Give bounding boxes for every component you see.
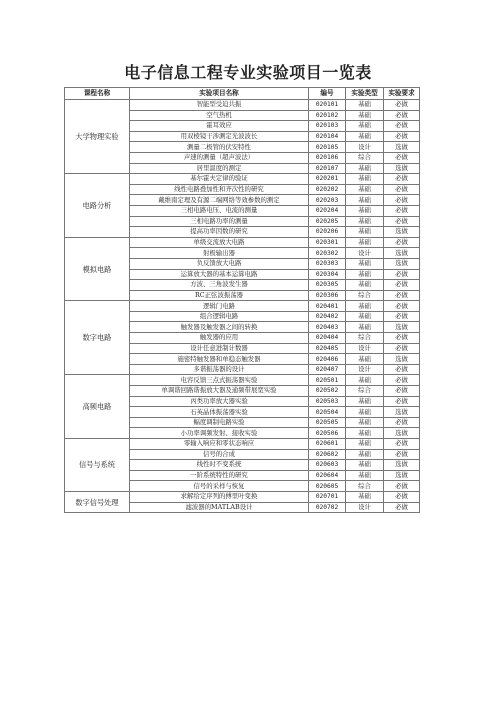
table-row: [65, 174, 420, 185]
experiment-name-cell: 丙类功率放大器实验: [130, 396, 309, 407]
code-cell: 020406: [309, 354, 346, 365]
course-name-cell: 信号与系统: [65, 439, 130, 492]
type-cell: 设计: [346, 343, 384, 354]
code-cell: 020501: [309, 375, 346, 386]
experiment-name-cell: 线性电路叠加性和齐次性的研究: [130, 184, 309, 195]
experiment-name-cell: 用双棱镜干涉测定光波波长: [130, 131, 309, 142]
type-cell: 基础: [346, 216, 384, 227]
experiment-name-cell: 智能型受迫共振: [130, 100, 309, 111]
type-cell: 基础: [346, 407, 384, 418]
table-row: [65, 491, 420, 502]
type-cell: 综合: [346, 481, 384, 492]
type-cell: 基础: [346, 439, 384, 450]
experiment-name-cell: 小功率调频发射、接收实验: [130, 428, 309, 439]
type-cell: 基础: [346, 110, 384, 121]
experiment-name-cell: 触发器的应用: [130, 333, 309, 344]
type-cell: 设计: [346, 364, 384, 375]
type-cell: 设计: [346, 142, 384, 153]
requirement-cell: 必做: [384, 364, 420, 375]
experiment-name-cell: 幅度调制电路实验: [130, 417, 309, 428]
type-cell: 综合: [346, 290, 384, 301]
table-header-row: [65, 88, 420, 100]
experiment-name-cell: 测量二极管的伏安特性: [130, 142, 309, 153]
experiment-name-cell: 单级交流放大电路: [130, 237, 309, 248]
header-code: 编号: [309, 88, 346, 100]
type-cell: 基础: [346, 354, 384, 365]
code-cell: 020405: [309, 343, 346, 354]
code-cell: 020506: [309, 428, 346, 439]
requirement-cell: 必做: [384, 216, 420, 227]
type-cell: 基础: [346, 428, 384, 439]
code-cell: 020605: [309, 481, 346, 492]
experiment-name-cell: 一阶系统特性的研究: [130, 470, 309, 481]
type-cell: 基础: [346, 131, 384, 142]
experiment-name-cell: 运算放大器的基本运算电路: [130, 269, 309, 280]
type-cell: 基础: [346, 396, 384, 407]
code-cell: 020301: [309, 237, 346, 248]
requirement-cell: 必做: [384, 396, 420, 407]
experiment-name-cell: 声速的测量（超声波法）: [130, 152, 309, 163]
requirement-cell: 必做: [384, 311, 420, 322]
experiment-name-cell: 基尔霍夫定律的验证: [130, 174, 309, 185]
type-cell: 基础: [346, 100, 384, 111]
type-cell: 基础: [346, 121, 384, 132]
code-cell: 020502: [309, 386, 346, 397]
experiment-name-cell: 霍耳效应: [130, 121, 309, 132]
type-cell: 基础: [346, 205, 384, 216]
type-cell: 基础: [346, 280, 384, 291]
experiment-name-cell: 零输入响应和零状态响应: [130, 439, 309, 450]
course-name-cell: 数字电路: [65, 301, 130, 375]
experiment-name-cell: 三相电路电压、电流的测量: [130, 205, 309, 216]
experiment-table: [64, 87, 420, 513]
requirement-cell: 必做: [384, 195, 420, 206]
type-cell: 基础: [346, 311, 384, 322]
header-course-name: 课程名称: [65, 88, 130, 100]
code-cell: 020306: [309, 290, 346, 301]
table-body: [65, 100, 420, 513]
experiment-name-cell: 戴维南定理及有源二端网络等效参数的测定: [130, 195, 309, 206]
header-experiment-name: 实验项目名称: [130, 88, 309, 100]
experiment-name-cell: 射极输出器: [130, 248, 309, 259]
type-cell: 综合: [346, 152, 384, 163]
code-cell: 020206: [309, 227, 346, 238]
experiment-name-cell: 滤波器的MATLAB设计: [130, 502, 309, 513]
table-row: [65, 375, 420, 386]
type-cell: 基础: [346, 417, 384, 428]
code-cell: 020404: [309, 333, 346, 344]
type-cell: 基础: [346, 460, 384, 471]
requirement-cell: 选做: [384, 258, 420, 269]
requirement-cell: 选做: [384, 322, 420, 333]
experiment-name-cell: 单调谐回路谐振放大器及通频带展宽实验: [130, 386, 309, 397]
requirement-cell: 必做: [384, 386, 420, 397]
requirement-cell: 必做: [384, 343, 420, 354]
requirement-cell: 选做: [384, 354, 420, 365]
type-cell: 基础: [346, 470, 384, 481]
code-cell: 020102: [309, 110, 346, 121]
code-cell: 020403: [309, 322, 346, 333]
code-cell: 020303: [309, 258, 346, 269]
requirement-cell: 必做: [384, 131, 420, 142]
requirement-cell: 选做: [384, 407, 420, 418]
code-cell: 020103: [309, 121, 346, 132]
course-name-cell: 数字信号处理: [65, 491, 130, 512]
experiment-name-cell: 电容反馈三点式振荡器实验: [130, 375, 309, 386]
type-cell: 设计: [346, 502, 384, 513]
experiment-name-cell: 多谐振荡器的设计: [130, 364, 309, 375]
code-cell: 020104: [309, 131, 346, 142]
code-cell: 020402: [309, 311, 346, 322]
requirement-cell: 必做: [384, 491, 420, 502]
experiment-name-cell: 信号的合成: [130, 449, 309, 460]
requirement-cell: 选做: [384, 142, 420, 153]
code-cell: 020602: [309, 449, 346, 460]
type-cell: 基础: [346, 184, 384, 195]
code-cell: 020503: [309, 396, 346, 407]
code-cell: 020202: [309, 184, 346, 195]
experiment-name-cell: 信号的采样与恢复: [130, 481, 309, 492]
requirement-cell: 必做: [384, 152, 420, 163]
type-cell: 基础: [346, 301, 384, 312]
code-cell: 020604: [309, 470, 346, 481]
table-row: [65, 237, 420, 248]
requirement-cell: 选做: [384, 227, 420, 238]
code-cell: 020106: [309, 152, 346, 163]
page-title: 电子信息工程专业实验项目一览表: [124, 63, 372, 82]
requirement-cell: 必做: [384, 417, 420, 428]
requirement-cell: 必做: [384, 449, 420, 460]
type-cell: 基础: [346, 322, 384, 333]
experiment-name-cell: 提高功率因数的研究: [130, 227, 309, 238]
experiment-name-cell: 触发器及触发器之间的转换: [130, 322, 309, 333]
code-cell: 020302: [309, 248, 346, 259]
code-cell: 020107: [309, 163, 346, 174]
type-cell: 基础: [346, 195, 384, 206]
requirement-cell: 必做: [384, 174, 420, 185]
requirement-cell: 选做: [384, 460, 420, 471]
requirement-cell: 必做: [384, 502, 420, 513]
code-cell: 020304: [309, 269, 346, 280]
table-row: [65, 100, 420, 111]
experiment-name-cell: 线性时不变系统: [130, 460, 309, 471]
code-cell: 020504: [309, 407, 346, 418]
code-cell: 020205: [309, 216, 346, 227]
experiment-name-cell: 组合逻辑电路: [130, 311, 309, 322]
course-name-cell: 大学物理实验: [65, 100, 130, 174]
code-cell: 020105: [309, 142, 346, 153]
header-requirement: 实验要求: [384, 88, 420, 100]
code-cell: 020701: [309, 491, 346, 502]
header-experiment-type: 实验类型: [346, 88, 384, 100]
requirement-cell: 必做: [384, 375, 420, 386]
type-cell: 基础: [346, 227, 384, 238]
requirement-cell: 必做: [384, 269, 420, 280]
code-cell: 020505: [309, 417, 346, 428]
requirement-cell: 必做: [384, 301, 420, 312]
experiment-name-cell: 三相电路功率的测量: [130, 216, 309, 227]
experiment-name-cell: 逻辑门电路: [130, 301, 309, 312]
requirement-cell: 选做: [384, 163, 420, 174]
requirement-cell: 必做: [384, 205, 420, 216]
requirement-cell: 必做: [384, 333, 420, 344]
code-cell: 020407: [309, 364, 346, 375]
code-cell: 020603: [309, 460, 346, 471]
course-name-cell: 电路分析: [65, 174, 130, 238]
requirement-cell: 选做: [384, 248, 420, 259]
code-cell: 020204: [309, 205, 346, 216]
experiment-name-cell: 空气热机: [130, 110, 309, 121]
requirement-cell: 必做: [384, 280, 420, 291]
code-cell: 020305: [309, 280, 346, 291]
code-cell: 020401: [309, 301, 346, 312]
requirement-cell: 必做: [384, 237, 420, 248]
type-cell: 基础: [346, 174, 384, 185]
experiment-name-cell: 负反馈放大电路: [130, 258, 309, 269]
type-cell: 综合: [346, 386, 384, 397]
requirement-cell: 必做: [384, 110, 420, 121]
type-cell: 设计: [346, 248, 384, 259]
code-cell: 020201: [309, 174, 346, 185]
type-cell: 基础: [346, 258, 384, 269]
type-cell: 综合: [346, 333, 384, 344]
requirement-cell: 必做: [384, 100, 420, 111]
requirement-cell: 选做: [384, 470, 420, 481]
experiment-name-cell: 居里温度的测定: [130, 163, 309, 174]
type-cell: 基础: [346, 491, 384, 502]
requirement-cell: 必做: [384, 439, 420, 450]
table-row: [65, 301, 420, 312]
course-name-cell: 模拟电路: [65, 237, 130, 301]
requirement-cell: 必做: [384, 121, 420, 132]
course-name-cell: 高频电路: [65, 375, 130, 439]
experiment-name-cell: RC正弦波振荡器: [130, 290, 309, 301]
experiment-name-cell: 求解给定序列的傅里叶变换: [130, 491, 309, 502]
requirement-cell: 必做: [384, 290, 420, 301]
code-cell: 020601: [309, 439, 346, 450]
requirement-cell: 必做: [384, 184, 420, 195]
code-cell: 020101: [309, 100, 346, 111]
type-cell: 基础: [346, 163, 384, 174]
code-cell: 020203: [309, 195, 346, 206]
type-cell: 基础: [346, 237, 384, 248]
type-cell: 基础: [346, 375, 384, 386]
experiment-name-cell: 方波、三角波发生器: [130, 280, 309, 291]
table-row: [65, 439, 420, 450]
code-cell: 020702: [309, 502, 346, 513]
experiment-name-cell: 石英晶体振荡器实验: [130, 407, 309, 418]
requirement-cell: 选做: [384, 428, 420, 439]
type-cell: 基础: [346, 269, 384, 280]
type-cell: 基础: [346, 449, 384, 460]
requirement-cell: 必做: [384, 481, 420, 492]
experiment-name-cell: 设计任意进制计数器: [130, 343, 309, 354]
experiment-name-cell: 施密特触发器和单稳态触发器: [130, 354, 309, 365]
